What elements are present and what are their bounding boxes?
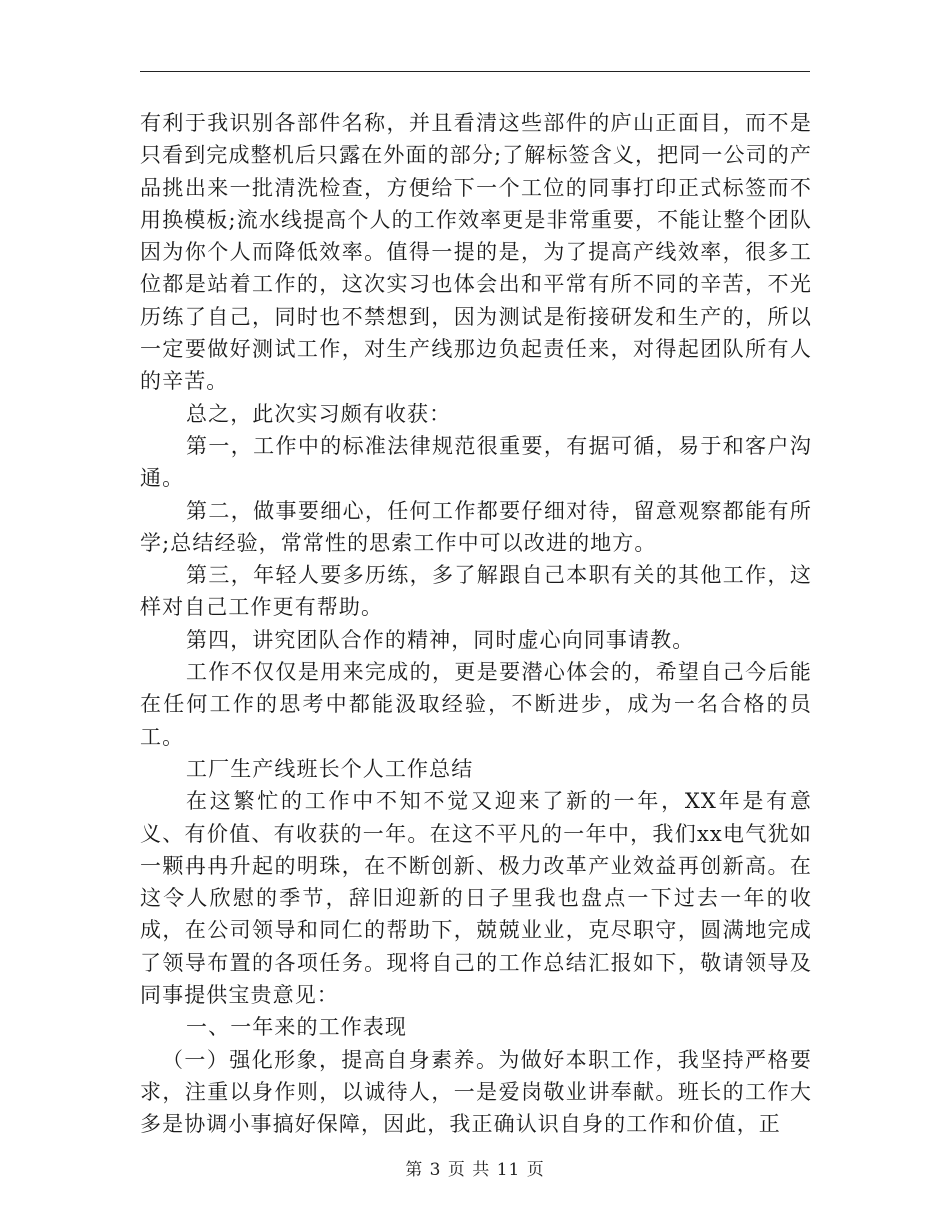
header-rule	[140, 71, 810, 72]
paragraph-continuation: 有利于我识别各部件名称，并且看清这些部件的庐山正面目，而不是只看到完成整机后只露在外面的部分;了解标签含义，把同一公司的产品挑出来一批清洗检查，方便给下一个工位的同事打印正式标签而不用换模板;流水线提高个人的工作效率更是非常重要，不能让整个团队因为你个人而降低效率。值得一提的是，为了提高产线效率，很多工位都是站着工作的，这次实习也体会出和平常有所不同的辛苦，不光历练了自己，同时也不禁想到，因为测试是衔接研发和生产的，所以一定要做好测试工作，对生产线那边负起责任来，对得起团队所有人的辛苦。	[140, 111, 812, 394]
subsection-1: （一）强化形象，提高自身素养。为做好本职工作，我坚持严格要求，注重以身作则，以诚待人，一是爱岗敬业讲奉献。班长的工作大多是协调小事搞好保障，因此，我正确认识自身的工作和价值，正	[140, 1047, 812, 1137]
page-number: 第 3 页 共 11 页	[405, 1160, 545, 1180]
paragraph-intro: 在这繁忙的工作中不知不觉又迎来了新的一年，XX年是有意义、有价值、有收获的一年。在这不平凡的一年中，我们xx电气犹如一颗冉冉升起的明珠，在不断创新、极力改革产业效益再创新高。在这令人欣慰的季节，辞旧迎新的日子里我也盘点一下过去一年的收成，在公司领导和同仁的帮助下，兢兢业业，克尽职守，圆满地完成了领导布置的各项任务。现将自己的工作总结汇报如下，敬请领导及同事提供宝贵意见：	[140, 789, 812, 1008]
paragraph-point-3: 第三，年轻人要多历练，多了解跟自己本职有关的其他工作，这样对自己工作更有帮助。	[140, 563, 812, 620]
paragraph-point-4: 第四，讲究团队合作的精神，同时虚心向同事请教。	[186, 627, 695, 652]
paragraph-summary-intro: 总之，此次实习颇有收获：	[186, 401, 452, 426]
paragraph-conclusion: 工作不仅仅是用来完成的，更是要潜心体会的，希望自己今后能在任何工作的思考中都能汲取经验，不断进步，成为一名合格的员工。	[140, 660, 812, 749]
document-body	[140, 107, 812, 1141]
section-title: 工厂生产线班长个人工作总结	[186, 756, 474, 781]
section-heading-1: 一、一年来的工作表现	[186, 1015, 407, 1040]
paragraph-point-2: 第二，做事要细心，任何工作都要仔细对待，留意观察都能有所学;总结经验，常常性的思索工作中可以改进的地方。	[140, 498, 812, 555]
paragraph-point-1: 第一，工作中的标准法律规范很重要，有据可循，易于和客户沟通。	[140, 433, 812, 491]
